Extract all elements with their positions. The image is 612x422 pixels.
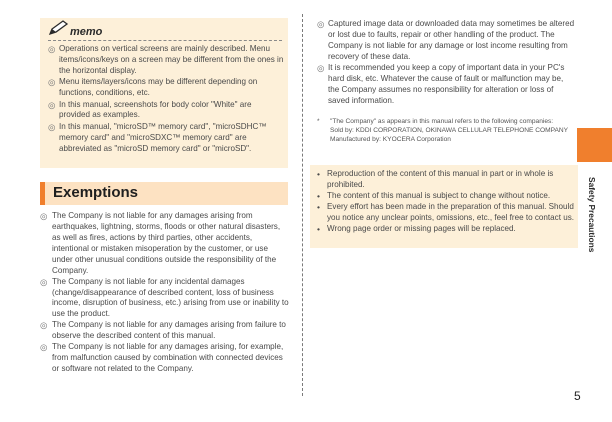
list-item: ◎ In this manual, screenshots for body color "White" are provided as examples. [48, 99, 252, 120]
exemptions-list [40, 211, 290, 375]
page-number: 5 [574, 389, 581, 403]
list-item: ◎ Captured image data or downloaded data may sometimes be altered or lost due to faults, repair or other handling of the product. The Company is not liable for any damage or lost income resulting from recovery of these data. [317, 19, 575, 61]
notice-list [316, 169, 574, 236]
double-circle-icon: ◎ [317, 63, 325, 74]
exemptions-heading [40, 182, 288, 205]
memo-list [48, 44, 284, 155]
list-item: ◎ The Company is not liable for any damages arising from earthquakes, lightning, storms, floods or other natural disasters, as well as fires, actions by third parties, other accidents, intentional or mistaken misoperation by the customer, or use under other unusual conditions outside the responsibility of the Company. [40, 211, 281, 275]
column-divider [302, 14, 303, 396]
footnote-mark: * [317, 118, 320, 125]
double-circle-icon: ◎ [40, 211, 48, 221]
double-circle-icon: ◎ [48, 99, 56, 110]
double-circle-icon: ◎ [48, 121, 56, 132]
list-item: ◎ The Company is not liable for any damages arising from failure to observe the described content of this manual. [40, 320, 286, 341]
list-item: ◎ The Company is not liable for any incidental damages (change/disappearance of described content, loss of business income, disruption of business, etc.) arising from use or inability to use the product. [40, 276, 289, 319]
bullet-icon: • [317, 224, 320, 235]
bullet-icon: • [317, 191, 320, 202]
list-item: • Wrong page order or missing pages will be replaced. [317, 224, 516, 235]
list-item: • The content of this manual is subject to change without notice. [317, 191, 551, 202]
double-circle-icon: ◎ [48, 44, 56, 54]
list-item: ◎ Menu items/layers/icons may be different depending on functions, conditions, etc. [48, 77, 258, 98]
section-tab-label: Safety Precautions [587, 177, 597, 253]
double-circle-icon: ◎ [40, 342, 48, 353]
list-item: • Every effort has been made in the preparation of this manual. Should you notice any unclear points, omissions, etc., feel free to contact us. [317, 202, 574, 223]
footnote-line: Manufactured by: KYOCERA Corporation [330, 136, 451, 143]
footnote [317, 117, 572, 144]
pencil-icon [48, 20, 70, 36]
memo-header [48, 24, 282, 41]
list-item: ◎ The Company is not liable for any damages arising, for example, from malfunction caused by combination with connected devices or software not related to the Company. [40, 342, 284, 374]
section-title: Exemptions [53, 184, 139, 201]
double-circle-icon: ◎ [40, 276, 48, 287]
double-circle-icon: ◎ [317, 19, 325, 29]
double-circle-icon: ◎ [48, 77, 56, 88]
data-notes-list [317, 19, 575, 107]
footnote-line: Sold by: KDDI CORPORATION, OKINAWA CELLULAR TELEPHONE COMPANY [330, 127, 569, 134]
bullet-icon: • [317, 202, 320, 213]
list-item: • Reproduction of the content of this manual in part or in whole is prohibited. [317, 169, 554, 189]
memo-label: memo [70, 26, 103, 38]
footnote-line: "The Company" as appears in this manual refers to the following companies: [330, 118, 554, 125]
section-tab [577, 128, 612, 162]
list-item: ◎ It is recommended you keep a copy of important data in your PC's hard disk, etc. Whatever the cause of fault or malfunction may be, the Company assumes no responsibility for alteration or loss of saved information. [317, 63, 565, 105]
list-item: ◎ In this manual, "microSD™ memory card", "microSDHC™ memory card" and "microSDXC™ memory card" are abbreviated as "microSD memory card" or "microSD". [48, 121, 267, 153]
list-item: ◎ Operations on vertical screens are mainly described. Menu items/icons/keys on a screen may be different from the ones in the horizontal display. [48, 44, 284, 75]
bullet-icon: • [317, 169, 320, 179]
double-circle-icon: ◎ [40, 320, 48, 331]
